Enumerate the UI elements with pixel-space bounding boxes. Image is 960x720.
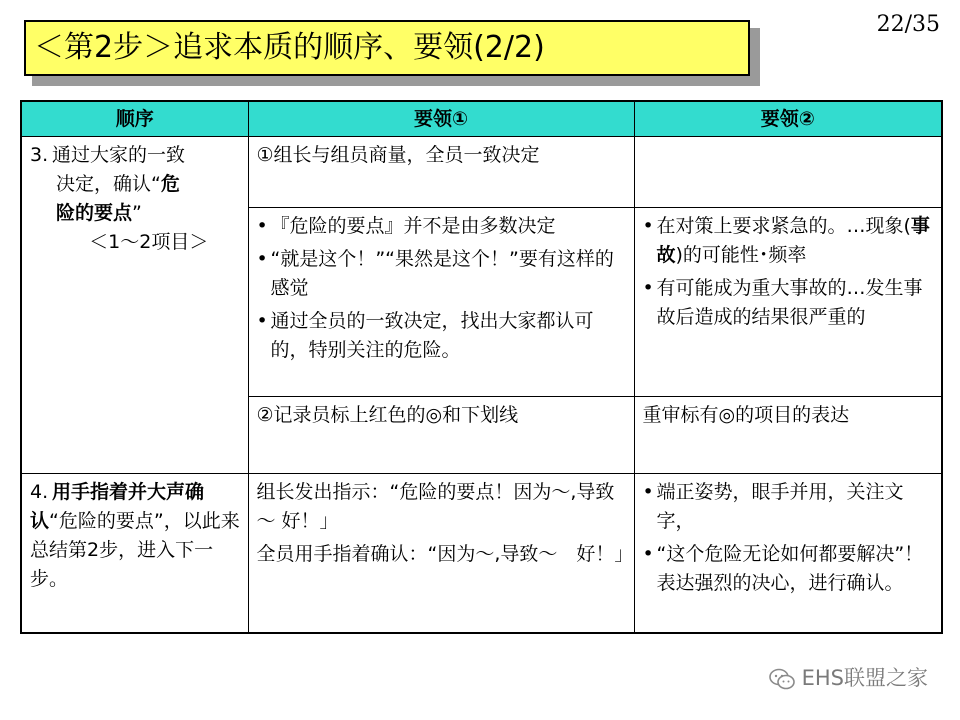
- list-item: • 在对策上要求紧急的。…现象(事故)的可能性･频率: [643, 212, 936, 270]
- table-row: [21, 137, 942, 208]
- list-item: • 通过全员的一致决定，找出大家都认可的，特别关注的危险。: [257, 307, 628, 365]
- r4-confirm: 全员用手指着确认：“因为～,导致～ 好！」: [256, 543, 634, 565]
- step4-cell: [21, 474, 248, 634]
- watermark: [768, 662, 928, 692]
- header-point1: 要领①: [248, 101, 634, 137]
- list-item: • “就是这个！”“果然是这个！”要有这样的感觉: [257, 245, 628, 303]
- slide-title: ＜第2步＞追求本质的顺序、要领(2/2): [24, 20, 750, 76]
- r4-instruction: 组长发出指示：“危险的要点！因为～,导致～ 好！」: [256, 481, 615, 532]
- list-item: • “这个危险无论如何都要解决”！表达强烈的决心，进行确认。: [643, 540, 936, 598]
- header-order: 顺序: [21, 101, 248, 137]
- header-point2: 要领②: [634, 101, 942, 137]
- step4-number: 4.: [30, 481, 49, 503]
- watermark-text: EHS联盟之家: [801, 666, 928, 690]
- list-item: • 有可能成为重大事故的…发生事故后造成的结果很严重的: [643, 274, 936, 332]
- r3-point1: ②记录员标上红色的◎和下划线: [248, 397, 634, 474]
- r1-point2: [634, 137, 942, 208]
- r2-point1: [248, 208, 634, 397]
- r1-point1: ①组长与组员商量，全员一致决定: [248, 137, 634, 208]
- step3-line2a: 决定，确认“: [56, 173, 161, 195]
- step3-items: ＜1～2项目＞: [89, 231, 209, 253]
- step3-line3b: ”: [132, 202, 142, 224]
- r3-point2: 重审标有◎的项目的表达: [634, 397, 942, 474]
- r4-point2: [634, 474, 942, 634]
- steps-table: [20, 100, 943, 634]
- step3-number: 3.: [30, 144, 49, 166]
- list-item: • 『危险的要点』并不是由多数决定: [257, 212, 628, 241]
- r4-point1: [248, 474, 634, 634]
- wechat-icon: [768, 667, 796, 691]
- step4-bold: 用手指着并大声确认: [30, 481, 205, 532]
- list-item: • 端正姿势，眼手并用，关注文字，: [643, 478, 936, 536]
- table-header-row: [21, 101, 942, 137]
- step3-line3a: 险的要点: [56, 202, 133, 224]
- step3-cell: [21, 137, 248, 474]
- table-row: [21, 474, 942, 634]
- step4-rest: “危险的要点”，以此来总结第2步，进入下一步。: [30, 510, 240, 590]
- r2-point2: [634, 208, 942, 397]
- step3-line1: 通过大家的一致: [52, 144, 186, 166]
- page-number: 22/35: [876, 12, 940, 37]
- step3-line2b: 危: [160, 173, 180, 195]
